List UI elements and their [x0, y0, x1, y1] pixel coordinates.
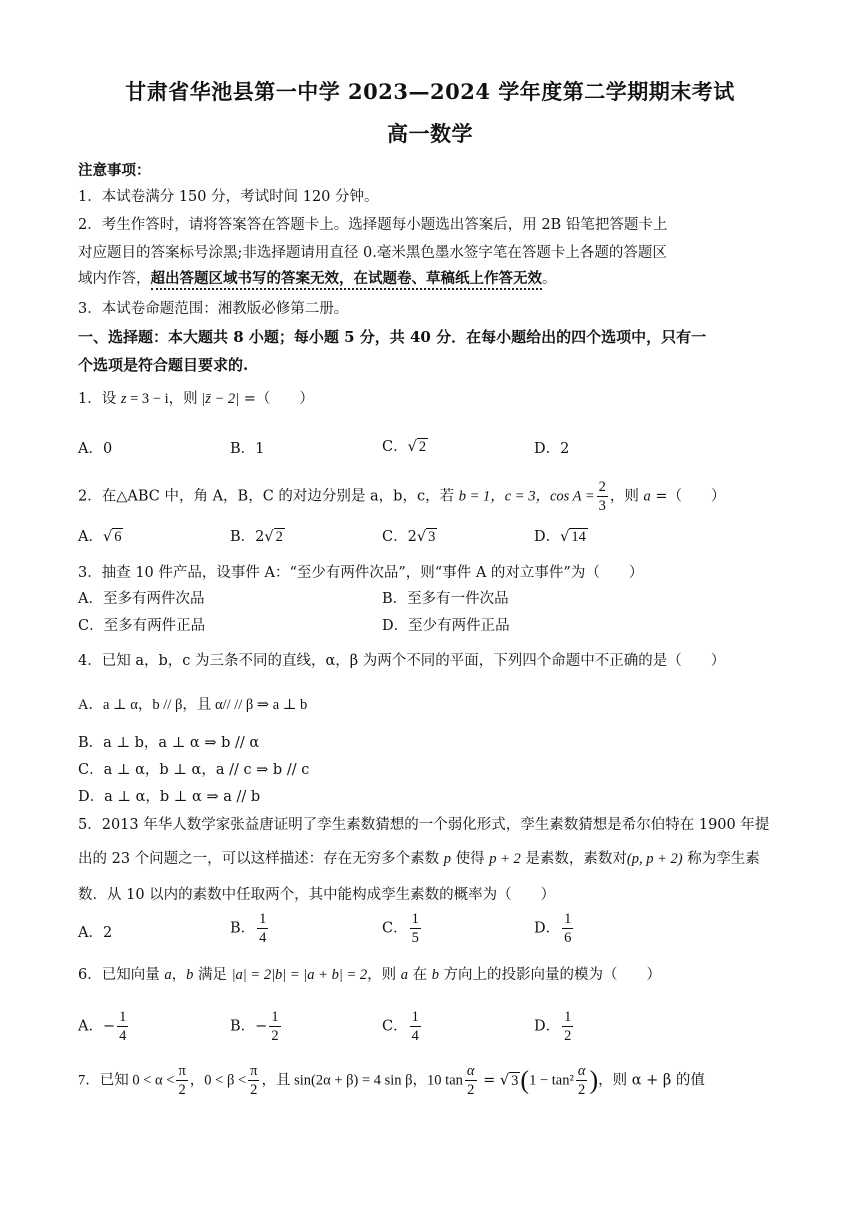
q2-c-label: C．2 — [382, 529, 417, 545]
note-2-line-3-end: 。 — [542, 271, 557, 287]
q2-option-c — [382, 526, 437, 548]
q7-frac-half-alpha — [465, 1062, 477, 1099]
q7-stem-f: ，则 α + β 的值 — [598, 1072, 705, 1089]
sqrt-symbol: √ — [499, 1072, 510, 1089]
q7-two-4: 2 — [578, 1082, 586, 1098]
sqrt-symbol: √ — [264, 529, 274, 545]
q1-option-d: D．2 — [534, 441, 570, 457]
note-2-line-1: 2．考生作答时，请将答案答在答题卡上。选择题每小题选出答案后，用 2B 铅笔把答题卡上 — [78, 217, 668, 233]
left-paren: ( — [520, 1065, 530, 1095]
q5-line2-a: 出的 23 个问题之一，可以这样描述：存在无穷多个素数 — [78, 851, 444, 867]
q6-stem-i: 在 — [407, 967, 432, 983]
q6-d-fraction — [562, 1008, 573, 1045]
q6-vec-a: a — [164, 967, 172, 983]
q5-pair: (p, p + 2) — [626, 851, 683, 867]
q6-a-fraction — [117, 1008, 128, 1045]
q5-d-fraction — [562, 910, 573, 947]
q3-option-b: B．至多有一件次品 — [382, 591, 509, 607]
q7-frac-alpha-bound — [176, 1062, 187, 1099]
q4-option-a: A．a ⊥ α，b // β，且 α// // β ⇒ a ⊥ b — [78, 697, 308, 713]
q2-c-radicand: 3 — [428, 529, 436, 545]
q1-option-c-label: C． — [382, 439, 408, 455]
q7-two-3: 2 — [467, 1082, 475, 1098]
q4-option-b: B．a ⊥ b，a ⊥ α ⇒ b // α — [78, 735, 260, 751]
q7-sqrt3: 3 — [511, 1072, 519, 1089]
q7-pi-1: π — [178, 1063, 186, 1079]
sqrt-symbol: √ — [416, 529, 427, 545]
q5-var-p: p — [443, 851, 452, 867]
note-2-line-2: 对应题目的答案标号涂黑;非选择题请用直径 0.毫米黑色墨水签字笔在答题卡上各题的答题区 — [78, 245, 667, 261]
q2-var-a: a — [643, 488, 651, 505]
q7-pi-2: π — [250, 1063, 258, 1079]
q3-option-a: A．至多有两件次品 — [78, 591, 205, 607]
q7-stem-d: = — [478, 1072, 500, 1089]
note-2-line-3-start: 域内作答， — [78, 271, 151, 287]
note-1: 1．本试卷满分 150 分，考试时间 120 分钟。 — [78, 189, 379, 205]
q1-abs-expr: |z̄ − 2| — [201, 391, 240, 407]
q5-b-fraction — [257, 910, 268, 947]
q6-d-num: 1 — [564, 1009, 572, 1025]
q1-stem-c: = 3 − i，则 — [126, 391, 202, 407]
q6-vec-b: b — [186, 967, 194, 983]
q1-option-c — [382, 436, 428, 458]
q7-stem-c: ，且 sin(2α + β) = 4 sin β，10 tan — [261, 1072, 463, 1089]
q1-option-b: B．1 — [230, 441, 265, 457]
q2-b-label: B．2 — [230, 529, 265, 545]
q5-c-num: 1 — [411, 911, 419, 927]
q6-d-label: D． — [534, 1018, 561, 1035]
q6-a-den: 4 — [119, 1028, 127, 1044]
question-5-line-3: 数．从 10 以内的素数中任取两个，其中能构成孪生素数的概率为（ ） — [78, 887, 556, 903]
q5-option-b — [230, 910, 270, 947]
q6-stem-c: ， — [171, 967, 187, 983]
q6-option-a — [78, 1008, 130, 1045]
q2-frac-den: 3 — [598, 498, 606, 514]
q5-expr-p2: p + 2 — [489, 851, 521, 867]
q7-stem-e: 1 − tan² — [529, 1072, 574, 1089]
q2-d-radicand: 14 — [571, 529, 586, 545]
question-2-stem — [78, 478, 726, 515]
q5-c-fraction — [410, 910, 421, 947]
q5-option-d — [534, 910, 575, 947]
q6-stem-k: 方向上的投影向量的模为（ ） — [438, 967, 662, 983]
q2-fraction — [597, 478, 608, 515]
section-1-heading-line-1: 一、选择题：本大题共 8 小题；每小题 5 分，共 40 分．在每小题给出的四个选项中，只有一 — [78, 328, 707, 346]
q5-line2-g: 称为孪生素 — [682, 851, 760, 867]
note-2-line-3 — [78, 268, 557, 290]
q3-option-c: C．至多有两件正品 — [78, 618, 206, 634]
q6-stem-g: ，则 — [367, 967, 401, 983]
q3-option-d: D．至少有两件正品 — [382, 618, 510, 634]
q7-two-1: 2 — [178, 1082, 186, 1098]
q1-option-a: A．0 — [78, 441, 113, 457]
q6-stem-a: 6．已知向量 — [78, 967, 165, 983]
question-7-stem — [78, 1062, 705, 1099]
exam-subtitle: 高一数学 — [387, 121, 473, 146]
q2-stem-c: ，则 — [609, 488, 644, 505]
q6-option-b — [230, 1008, 283, 1045]
section-1-heading-line-2: 个选项是符合题目要求的. — [78, 356, 249, 374]
q6-option-c — [382, 1008, 423, 1045]
q5-d-num: 1 — [564, 911, 572, 927]
q6-c-label: C． — [382, 1018, 408, 1035]
q2-a-radicand: 6 — [114, 529, 122, 545]
q6-c-num: 1 — [411, 1009, 419, 1025]
q7-alpha-1: α — [466, 1063, 475, 1079]
question-5-line-2 — [78, 848, 760, 870]
q6-vec-b-2: b — [431, 967, 439, 983]
q5-c-label: C． — [382, 920, 408, 937]
question-3-stem: 3．抽查 10 件产品，设事件 A：“至少有两件次品”，则“事件 A 的对立事件”为（ ） — [78, 565, 644, 581]
note-3: 3．本试卷命题范围：湘教版必修第二册。 — [78, 301, 349, 317]
q1-stem-a: 1．设 — [78, 391, 121, 407]
exam-title: 甘肃省华池县第一中学 2023—2024 学年度第二学期期末考试 — [125, 79, 735, 104]
q2-frac-num: 2 — [598, 479, 606, 495]
q1-option-c-radicand: 2 — [418, 439, 427, 455]
q2-stem-a: 2．在△ABC 中，角 A，B，C 的对边分别是 a，b，c，若 — [78, 488, 459, 505]
q5-option-a: A．2 — [78, 925, 113, 941]
question-6-stem — [78, 964, 661, 986]
q6-b-num: 1 — [271, 1009, 279, 1025]
q7-stem-a: 7．已知 0 < α < — [78, 1072, 175, 1089]
q7-alpha-2: α — [577, 1063, 586, 1079]
question-1-stem — [78, 388, 314, 410]
q2-option-b — [230, 526, 285, 548]
q6-a-label: A．− — [78, 1018, 116, 1035]
q4-option-d: D．a ⊥ α，b ⊥ α ⇒ a // b — [78, 789, 261, 805]
q7-frac-beta-bound — [248, 1062, 259, 1099]
sqrt-symbol: √ — [407, 439, 417, 455]
q5-b-num: 1 — [259, 911, 267, 927]
q7-stem-b: ，0 < β < — [189, 1072, 247, 1089]
right-paren: ) — [589, 1065, 599, 1095]
q5-d-den: 6 — [564, 930, 572, 946]
q5-line2-e: 是素数，素数对 — [520, 851, 627, 867]
q2-given: b = 1，c = 3，cos A = — [458, 488, 595, 505]
q6-condition: |a| = 2|b| = |a + b| = 2 — [231, 967, 368, 983]
q6-b-den: 2 — [271, 1028, 279, 1044]
q6-b-label: B．− — [230, 1018, 268, 1035]
note-2-emphasis: 超出答题区域书写的答案无效，在试题卷、草稿纸上作答无效 — [151, 270, 543, 290]
q2-option-d — [534, 526, 588, 548]
q2-stem-e: =（ ） — [650, 488, 726, 505]
q2-d-label: D． — [534, 529, 561, 545]
q5-b-den: 4 — [259, 930, 267, 946]
q6-a-num: 1 — [119, 1009, 127, 1025]
q1-var-z: z — [120, 391, 127, 407]
q4-option-c: C．a ⊥ α，b ⊥ α，a // c ⇒ b // c — [78, 762, 310, 778]
sqrt-symbol: √ — [102, 529, 113, 545]
q6-c-fraction — [410, 1008, 421, 1045]
question-4-stem: 4．已知 a，b，c 为三条不同的直线，α，β 为两个不同的平面，下列四个命题中不正确的是（ ） — [78, 653, 726, 669]
q6-stem-e: 满足 — [193, 967, 232, 983]
q6-vec-a-2: a — [400, 967, 408, 983]
q2-b-radicand: 2 — [275, 529, 283, 545]
q6-b-fraction — [269, 1008, 280, 1045]
q6-c-den: 4 — [411, 1028, 419, 1044]
q5-b-label: B． — [230, 920, 256, 937]
q7-frac-half-alpha-2 — [576, 1062, 588, 1099]
sqrt-symbol: √ — [560, 529, 570, 545]
q5-d-label: D． — [534, 920, 561, 937]
q7-two-2: 2 — [250, 1082, 258, 1098]
q5-option-c — [382, 910, 423, 947]
q2-option-a — [78, 526, 123, 548]
q6-d-den: 2 — [564, 1028, 572, 1044]
notes-heading: 注意事项： — [78, 162, 151, 179]
q1-stem-e: =（ ） — [239, 391, 314, 407]
q5-c-den: 5 — [411, 930, 419, 946]
q6-option-d — [534, 1008, 575, 1045]
q5-line2-c: 使得 — [451, 851, 490, 867]
q2-a-label: A． — [78, 529, 103, 545]
question-5-line-1: 5．2013 年华人数学家张益唐证明了孪生素数猜想的一个弱化形式，孪生素数猜想是希尔伯特在 1900 年提 — [78, 817, 770, 833]
